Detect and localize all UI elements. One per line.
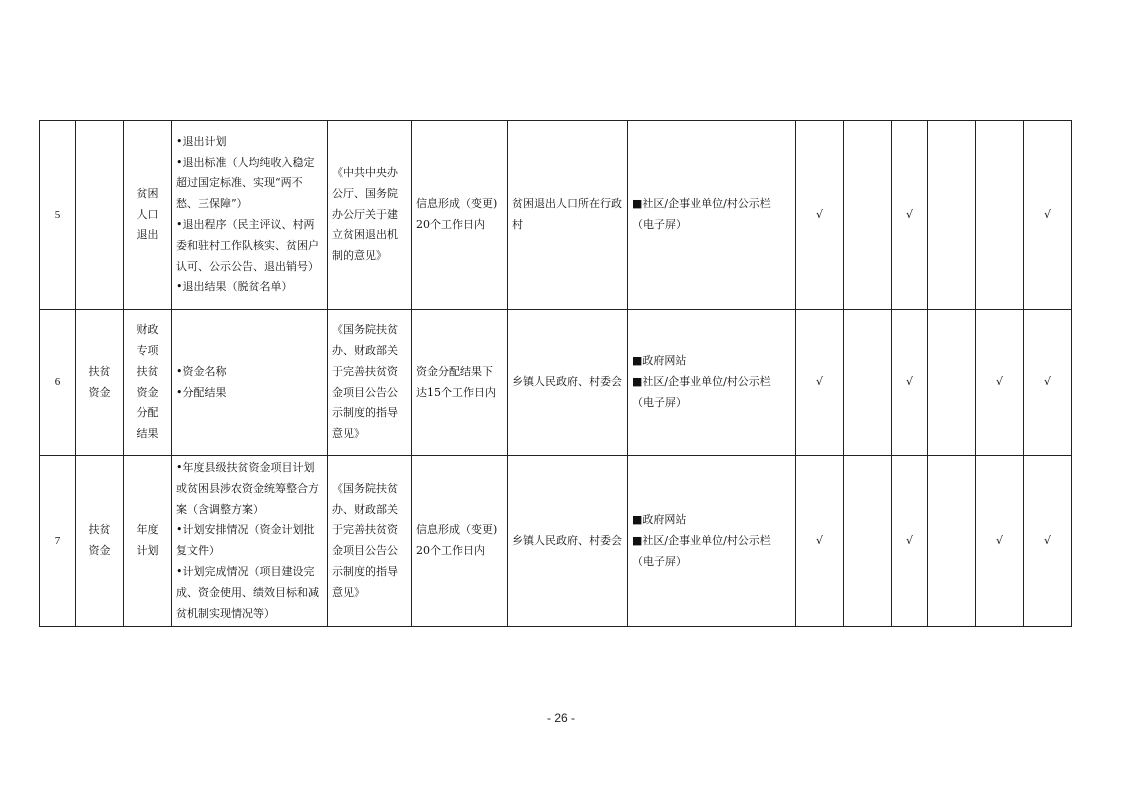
- subcategory-line: 资金: [136, 385, 159, 399]
- subject-cell: 乡镇人民政府、村委会: [508, 456, 628, 627]
- check-mark-cell: √: [892, 456, 928, 627]
- channel-line: ■社区/企事业单位/村公示栏（电子屏）: [632, 197, 771, 231]
- channel-cell: [628, 456, 796, 627]
- subcategory-cell: [124, 456, 172, 627]
- check-mark-cell: √: [796, 121, 844, 310]
- timing-cell: 信息形成（变更)20个工作日内: [412, 456, 508, 627]
- disclosure-item: •年度县级扶贫资金项目计划或贫困县涉农资金统筹整合方案（含调整方案）: [176, 461, 319, 516]
- subcategory-line: 扶贫: [136, 364, 159, 378]
- disclosure-item: •计划完成情况（项目建设完成、资金使用、绩效目标和减贫机制实现情况等）: [176, 564, 319, 620]
- disclosure-item: •分配结果: [176, 385, 227, 399]
- subcategory-line: 计划: [136, 544, 159, 558]
- subcategory-line: 财政: [136, 323, 159, 337]
- channel-cell: [628, 121, 796, 310]
- disclosure-item: •退出程序（民主评议、村两委和驻村工作队核实、贫困户认可、公示公告、退出销号）: [176, 218, 319, 273]
- check-mark-cell: √: [892, 310, 928, 456]
- check-mark-cell: [844, 310, 892, 456]
- check-mark-cell: [928, 121, 976, 310]
- row-number: 6: [40, 310, 76, 456]
- timing-cell: 信息形成（变更)20个工作日内: [412, 121, 508, 310]
- channel-line: ■政府网站: [632, 512, 687, 526]
- disclosure-item: •退出结果（脱贫名单）: [176, 280, 293, 294]
- subject-cell: 乡镇人民政府、村委会: [508, 310, 628, 456]
- check-mark-cell: [928, 456, 976, 627]
- basis-cell: 《国务院扶贫办、财政部关于完善扶贫资金项目公告公示制度的指导意见》: [328, 310, 412, 456]
- row-number: 5: [40, 121, 76, 310]
- category-cell: [76, 121, 124, 310]
- basis-cell: 《国务院扶贫办、财政部关于完善扶贫资金项目公告公示制度的指导意见》: [328, 456, 412, 627]
- check-mark-cell: [928, 310, 976, 456]
- check-mark-cell: √: [1024, 310, 1072, 456]
- subcategory-line: 年度: [136, 523, 159, 537]
- channel-line: ■社区/企事业单位/村公示栏（电子屏）: [632, 375, 771, 409]
- check-mark-cell: √: [796, 456, 844, 627]
- check-mark-cell: [844, 456, 892, 627]
- basis-cell: 《中共中央办公厅、国务院办公厅关于建立贫困退出机制的意见》: [328, 121, 412, 310]
- disclosure-item: •计划安排情况（资金计划批复文件）: [176, 523, 315, 558]
- channel-cell: [628, 310, 796, 456]
- check-mark-cell: √: [1024, 121, 1072, 310]
- check-mark-cell: √: [976, 310, 1024, 456]
- channel-line: ■政府网站: [632, 354, 687, 368]
- check-mark-cell: √: [796, 310, 844, 456]
- check-mark-cell: [844, 121, 892, 310]
- disclosure-item: •退出计划: [176, 134, 227, 148]
- channel-line: ■社区/企事业单位/村公示栏（电子屏）: [632, 533, 771, 568]
- table-row: [40, 310, 1072, 456]
- category-cell: [76, 310, 124, 456]
- check-mark-cell: [976, 121, 1024, 310]
- timing-cell: 资金分配结果下达15个工作日内: [412, 310, 508, 456]
- check-mark-cell: √: [976, 456, 1024, 627]
- disclosure-item: •退出标准（人均纯收入稳定超过国定标准、实现“两不愁、三保障”）: [176, 155, 315, 211]
- subject-cell: 贫困退出人口所在行政村: [508, 121, 628, 310]
- subcategory-line: 人口: [136, 207, 159, 221]
- disclosure-items-cell: [172, 456, 328, 627]
- subcategory-line: 退出: [136, 228, 159, 242]
- table-row: [40, 456, 1072, 627]
- page-number: - 26 -: [546, 711, 575, 725]
- check-mark-cell: √: [1024, 456, 1072, 627]
- subcategory-cell: [124, 121, 172, 310]
- subcategory-line: 专项: [136, 343, 159, 357]
- subcategory-line: 贫困: [136, 186, 159, 200]
- subcategory-cell: [124, 310, 172, 456]
- table-row: [40, 121, 1072, 310]
- subcategory-line: 分配: [136, 406, 159, 420]
- category-line: 资金: [88, 544, 111, 558]
- disclosure-table: [39, 120, 1072, 627]
- disclosure-items-cell: [172, 310, 328, 456]
- check-mark-cell: √: [892, 121, 928, 310]
- category-line: 资金: [88, 385, 111, 399]
- disclosure-items-cell: [172, 121, 328, 310]
- category-line: 扶贫: [88, 523, 111, 537]
- subcategory-line: 结果: [136, 427, 159, 441]
- category-cell: [76, 456, 124, 627]
- disclosure-item: •资金名称: [176, 364, 227, 378]
- row-number: 7: [40, 456, 76, 627]
- category-line: 扶贫: [88, 364, 111, 378]
